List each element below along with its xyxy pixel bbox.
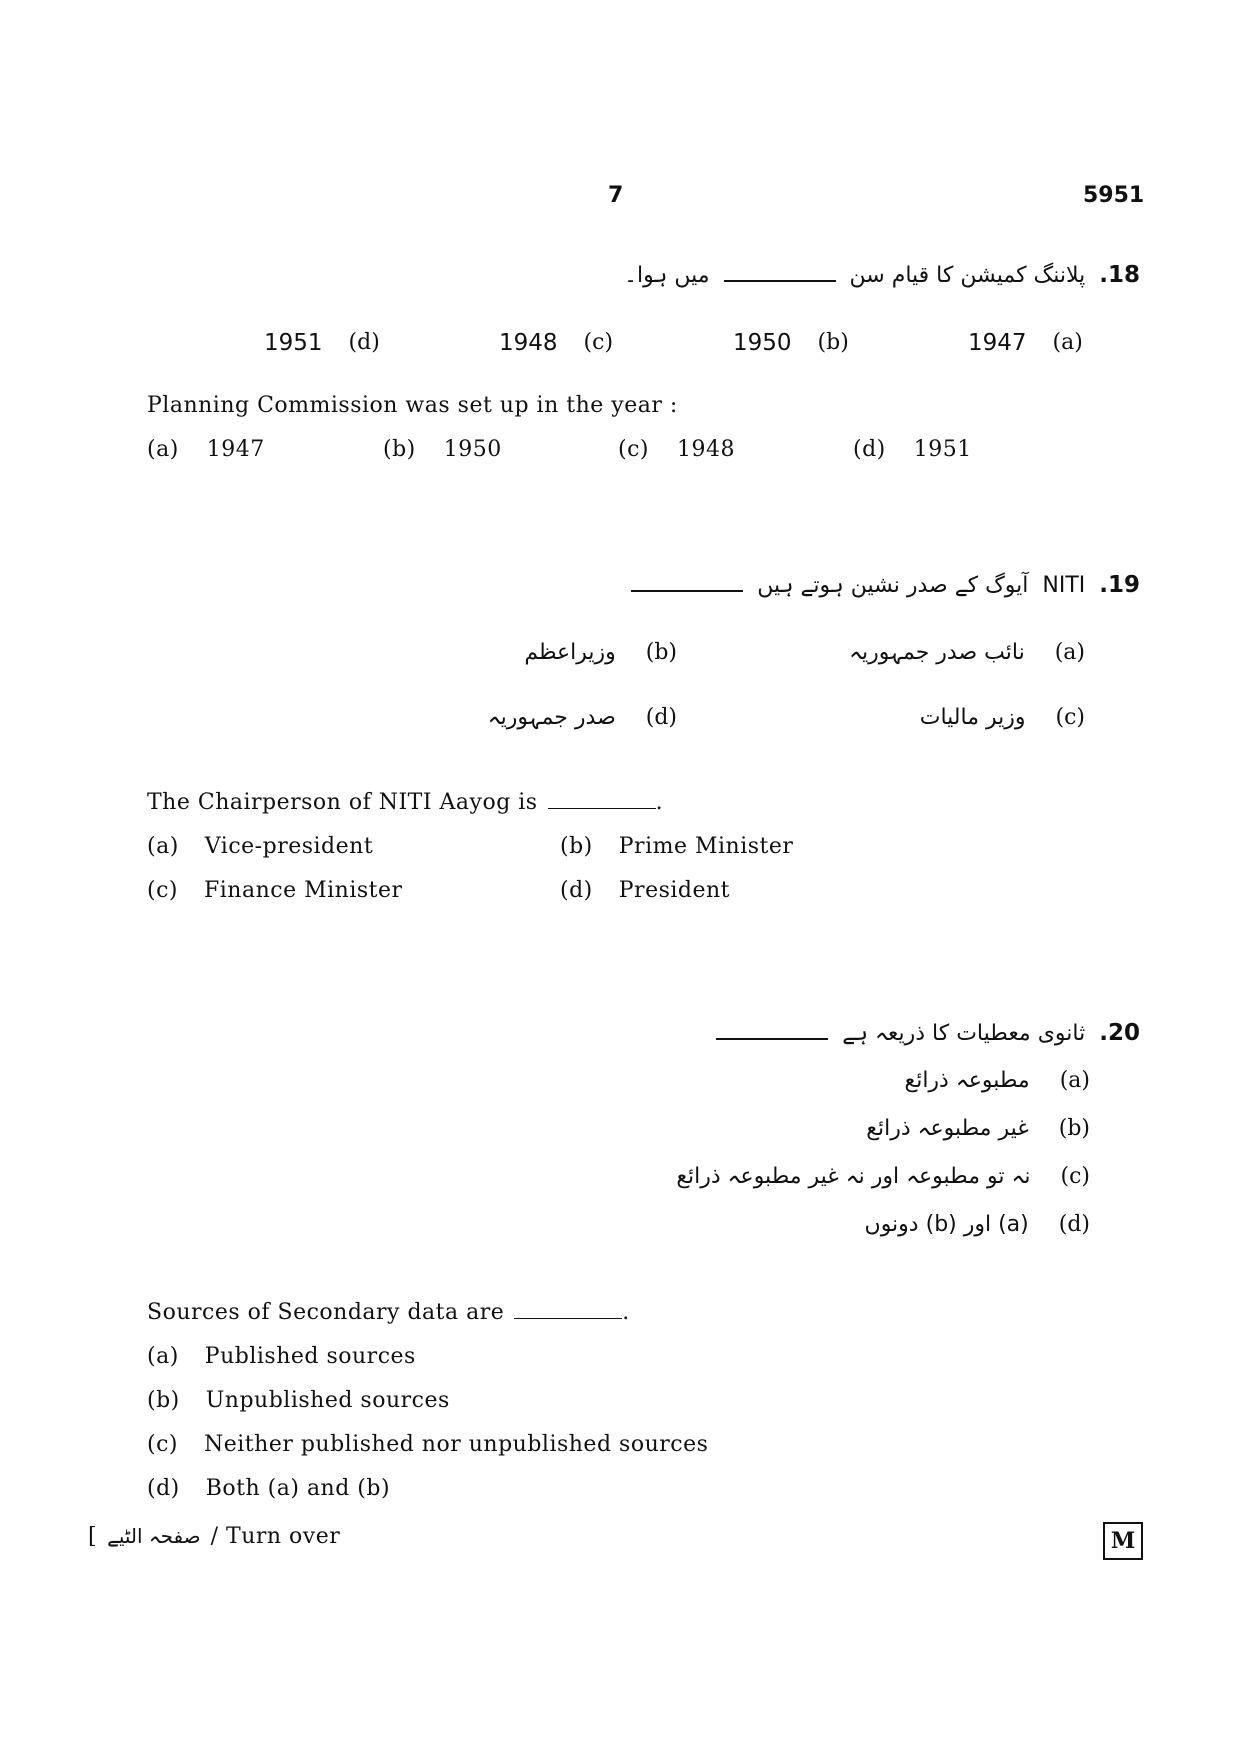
q20-urdu-opt-a [904, 1068, 1090, 1093]
q19-opt-b-value: Prime Minister [618, 834, 794, 859]
q20-urdu-opt-a-label: (a) [1059, 1068, 1090, 1093]
q19-urdu-opt-c-value: وزیر مالیات [919, 705, 1026, 730]
q20-urdu-question [716, 1020, 1140, 1046]
q19-opt-c-label: (c) [147, 878, 178, 903]
turn-over-text: / Turn over [210, 1524, 341, 1549]
turn-over-bracket: [ [88, 1524, 98, 1549]
q18-opt-a-label: (a) [147, 437, 179, 462]
q18-urdu-suffix: میں ہوا۔ [624, 263, 710, 288]
q20-opt-b [147, 1388, 450, 1413]
q20-opt-a-value: Published sources [204, 1344, 416, 1369]
q19-opt-a [147, 834, 373, 859]
turn-over-note [88, 1524, 340, 1549]
page-number: 7 [608, 183, 624, 208]
q19-urdu-opt-a-value: نائب صدر جمہوریہ [849, 640, 1025, 665]
q20-number: .20 [1099, 1020, 1140, 1046]
q18-urdu-opt-d-label: (d) [348, 330, 380, 355]
q18-urdu-opt-d-value: 1951 [264, 330, 323, 356]
q20-urdu-opt-b-label: (b) [1058, 1116, 1090, 1141]
medium-mark: M [1110, 1528, 1136, 1554]
q19-urdu-opt-a [849, 640, 1085, 665]
q20-english-question [147, 1300, 630, 1325]
q18-opt-b-label: (b) [383, 437, 416, 462]
q20-opt-b-value: Unpublished sources [205, 1388, 450, 1413]
q18-urdu-prefix: پلاننگ کمیشن کا قیام سن [849, 263, 1086, 288]
q18-urdu-blank [724, 279, 836, 282]
q18-urdu-opt-d [264, 330, 394, 356]
q19-opt-d [560, 878, 730, 903]
q20-opt-c-value: Neither published nor unpublished sources [204, 1432, 709, 1457]
q19-urdu-niti: NITI [1042, 573, 1086, 598]
q18-urdu-opt-a-label: (a) [1052, 330, 1083, 355]
q19-opt-a-label: (a) [147, 834, 179, 859]
q20-opt-d [147, 1476, 390, 1501]
q18-urdu-opt-b-label: (b) [817, 330, 849, 355]
q20-opt-d-value: Both (a) and (b) [205, 1476, 391, 1501]
q20-english-blank: . [514, 1300, 630, 1325]
q19-urdu-opt-b-label: (b) [645, 640, 677, 665]
q18-urdu-opt-c [499, 330, 629, 356]
q18-number: .18 [1099, 262, 1140, 288]
q18-urdu-opt-c-value: 1948 [499, 330, 558, 356]
q19-opt-b [560, 834, 793, 859]
q19-urdu-opt-b [524, 640, 677, 665]
q19-opt-d-value: President [618, 878, 731, 903]
q19-urdu-opt-b-value: وزیراعظم [524, 640, 616, 665]
q20-urdu-blank [716, 1037, 828, 1040]
q19-english-blank: . [548, 790, 664, 815]
q19-urdu-opt-d-label: (d) [645, 705, 677, 730]
q18-opt-b-value: 1950 [443, 437, 502, 462]
q18-opt-c-value: 1948 [677, 437, 735, 462]
q19-english-question [147, 790, 663, 815]
q18-opt-d-label: (d) [853, 437, 886, 462]
q18-opt-d-value: 1951 [913, 437, 972, 462]
q20-urdu-opt-b [866, 1116, 1090, 1141]
q20-opt-d-label: (d) [147, 1476, 180, 1501]
q20-urdu-opt-d-label: (d) [1058, 1212, 1090, 1237]
q19-urdu-opt-c-label: (c) [1055, 705, 1085, 730]
q19-number: .19 [1099, 572, 1140, 598]
q19-opt-c-value: Finance Minister [204, 878, 403, 903]
q18-urdu-opt-b-value: 1950 [733, 330, 792, 356]
q20-urdu-opt-a-value: مطبوعہ ذرائع [904, 1068, 1030, 1093]
turn-over-urdu: صفحہ الٹیے [107, 1524, 201, 1548]
q20-opt-c-label: (c) [147, 1432, 178, 1457]
q18-opt-a [147, 437, 265, 462]
q19-opt-d-label: (d) [560, 878, 593, 903]
q20-urdu-opt-c-value: نہ تو مطبوعہ اور نہ غیر مطبوعہ ذرائع [676, 1164, 1031, 1189]
q19-opt-b-label: (b) [560, 834, 593, 859]
q20-opt-a-label: (a) [147, 1344, 179, 1369]
q20-urdu-opt-c-label: (c) [1060, 1164, 1090, 1189]
medium-mark-box [1103, 1522, 1143, 1560]
q18-urdu-opt-c-label: (c) [583, 330, 614, 355]
q20-urdu-opt-d-value: (a) اور (b) دونوں [864, 1212, 1029, 1237]
q18-opt-d [853, 437, 972, 462]
q20-opt-c [147, 1432, 708, 1457]
q20-opt-a [147, 1344, 416, 1369]
q18-opt-c [618, 437, 735, 462]
q18-urdu-opt-a-value: 1947 [968, 330, 1027, 356]
q18-opt-a-value: 1947 [206, 437, 265, 462]
q19-urdu-text: آیوگ کے صدر نشین ہوتے ہیں [757, 573, 1029, 598]
paper-code: 5951 [1083, 183, 1145, 208]
q18-urdu-opt-b [733, 330, 863, 356]
q19-urdu-opt-c [920, 705, 1085, 730]
q20-urdu-opt-d [865, 1212, 1090, 1237]
q19-opt-c [147, 878, 403, 903]
q19-opt-a-value: Vice-president [204, 834, 374, 859]
q18-urdu-opt-a [968, 330, 1088, 356]
q18-opt-b [383, 437, 502, 462]
q20-urdu-text: ثانوی معطیات کا ذریعہ ہے [842, 1021, 1086, 1046]
q19-urdu-opt-a-label: (a) [1054, 640, 1085, 665]
q19-urdu-blank [631, 589, 743, 592]
q18-urdu-question [624, 262, 1140, 288]
q18-english-question: Planning Commission was set up in the year : [147, 393, 678, 418]
q20-urdu-opt-c [676, 1164, 1090, 1189]
q19-urdu-question [631, 572, 1140, 598]
q20-urdu-opt-b-value: غیر مطبوعہ ذرائع [866, 1116, 1029, 1141]
q20-english-text: Sources of Secondary data are [147, 1300, 505, 1325]
q19-urdu-opt-d-value: صدر جمہوریہ [487, 705, 616, 730]
q19-english-text: The Chairperson of NITI Aayog is [147, 790, 538, 815]
q18-opt-c-label: (c) [618, 437, 649, 462]
q20-opt-b-label: (b) [147, 1388, 180, 1413]
q19-urdu-opt-d [488, 705, 677, 730]
